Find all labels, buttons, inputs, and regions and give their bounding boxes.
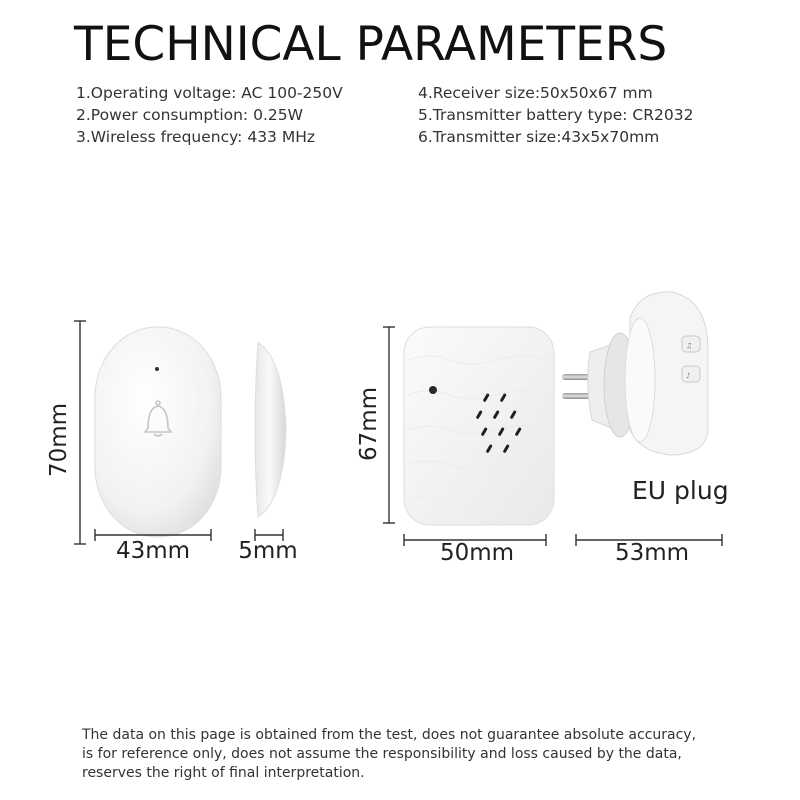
param-battery-type: 5.Transmitter battery type: CR2032	[418, 106, 694, 124]
transmitter-width-label: 43mm	[115, 538, 191, 564]
music-button-glyph: ♫	[686, 342, 693, 350]
disclaimer-line: The data on this page is obtained from the test, does not guarantee absolute accuracy,	[82, 727, 697, 743]
receiver-depth-label: 53mm	[614, 540, 690, 566]
receiver-width-label: 50mm	[439, 540, 515, 566]
plug-pin-bottom	[562, 393, 590, 399]
eu-plug-label: EU plug	[632, 476, 729, 505]
volume-button-glyph: ♪	[686, 372, 691, 380]
disclaimer-line: is for reference only, does not assume the responsibility and loss caused by the data,	[82, 746, 682, 762]
transmitter-thickness-label: 5mm	[238, 538, 298, 564]
param-receiver-size: 4.Receiver size:50x50x67 mm	[418, 84, 653, 102]
plug-pin-top	[562, 374, 590, 380]
disclaimer-line: reserves the right of final interpretation.	[82, 765, 365, 781]
transmitter-side	[255, 342, 286, 517]
param-operating-voltage: 1.Operating voltage: AC 100-250V	[76, 84, 343, 102]
param-power-consumption: 2.Power consumption: 0.25W	[76, 106, 303, 124]
disclaimer	[82, 726, 782, 783]
page-title: TECHNICAL PARAMETERS	[74, 17, 668, 72]
param-transmitter-size: 6.Transmitter size:43x5x70mm	[418, 128, 660, 146]
receiver-front	[404, 327, 554, 525]
receiver-height-label: 67mm	[356, 386, 382, 462]
indicator-dot	[155, 367, 159, 371]
param-wireless-frequency: 3.Wireless frequency: 433 MHz	[76, 128, 316, 146]
receiver-side	[562, 292, 708, 455]
transmitter-height-label: 70mm	[46, 402, 72, 478]
transmitter-front	[95, 327, 221, 537]
receiver-led-dot	[429, 386, 437, 394]
volume-button	[682, 366, 700, 382]
